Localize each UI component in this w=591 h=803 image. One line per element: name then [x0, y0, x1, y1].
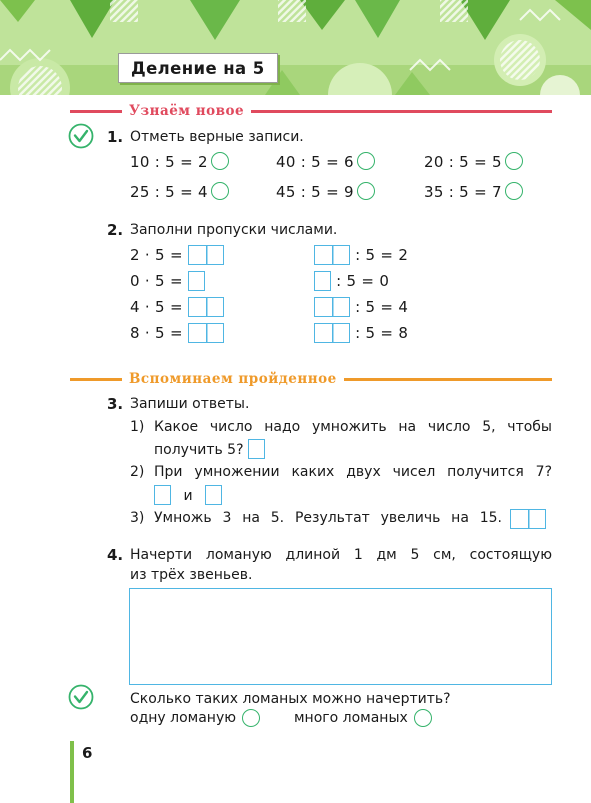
option-row	[130, 709, 260, 727]
answer-pair	[154, 486, 222, 506]
task-2-text: Заполни пропуски числами.	[130, 222, 338, 238]
section-heading-new	[70, 102, 552, 120]
answer-circle[interactable]	[357, 182, 375, 200]
answer-circle[interactable]	[505, 182, 523, 200]
question-text: Какое число надо умножить на число 5, чтобы	[154, 419, 552, 435]
answer-box[interactable]	[154, 485, 171, 505]
question-text-cont	[154, 440, 265, 460]
section-label: Узнаём новое	[122, 102, 251, 120]
task-3-text: Запиши ответы.	[130, 396, 250, 412]
question-text: При умножении каких двух чисел получится 7?	[154, 464, 552, 480]
answer-circle[interactable]	[211, 182, 229, 200]
question-number: 2)	[130, 464, 145, 480]
fill-row	[130, 271, 205, 292]
section-heading-review	[70, 370, 552, 388]
expression: 25 : 5 = 4	[130, 183, 208, 201]
expression-row	[130, 152, 229, 172]
fill-row	[314, 271, 389, 292]
answer-box[interactable]	[314, 245, 350, 265]
answer-circle[interactable]	[357, 152, 375, 170]
question-text: Умножь 3 на 5. Результат увеличь на 15.	[154, 510, 502, 526]
section-label: Вспоминаем пройденное	[122, 370, 344, 388]
task-number-4: 4.	[107, 546, 124, 564]
fill-row	[314, 323, 408, 344]
expression: 10 : 5 = 2	[130, 153, 208, 171]
expression: 8 · 5 =	[130, 324, 183, 342]
answer-circle[interactable]	[505, 152, 523, 170]
expression-row	[424, 152, 523, 172]
expression-row	[130, 182, 229, 202]
option-label: много ломаных	[294, 710, 408, 726]
expression: : 5 = 4	[355, 298, 409, 316]
expression-row	[276, 182, 375, 202]
task-number-2: 2.	[107, 221, 124, 239]
conjunction: и	[183, 488, 193, 504]
answer-box[interactable]	[205, 485, 222, 505]
fill-row	[314, 297, 408, 318]
answer-box-wrap	[510, 508, 546, 529]
answer-box[interactable]	[188, 323, 224, 343]
expression: : 5 = 2	[355, 246, 409, 264]
answer-box[interactable]	[248, 439, 265, 459]
task-number-3: 3.	[107, 395, 124, 413]
expression-row	[276, 152, 375, 172]
answer-circle[interactable]	[414, 709, 432, 727]
fill-row	[130, 245, 224, 266]
fill-row	[130, 323, 224, 344]
answer-box[interactable]	[314, 271, 331, 291]
decorative-pattern	[0, 0, 591, 95]
task-number-1: 1.	[107, 128, 124, 146]
answer-box[interactable]	[314, 297, 350, 317]
expression: : 5 = 0	[336, 272, 390, 290]
option-label: одну ломаную	[130, 710, 237, 726]
expression: 45 : 5 = 9	[276, 183, 354, 201]
fill-row	[314, 245, 408, 266]
page-number: 6	[82, 744, 93, 762]
expression: 20 : 5 = 5	[424, 153, 502, 171]
expression: 2 · 5 =	[130, 246, 183, 264]
task-4-question: Сколько таких ломаных можно начертить?	[130, 691, 451, 707]
answer-box[interactable]	[510, 509, 546, 529]
expression: 40 : 5 = 6	[276, 153, 354, 171]
question-number: 3)	[130, 510, 145, 526]
lesson-title: Деление на 5	[118, 53, 278, 83]
task-1-text: Отметь верные записи.	[130, 129, 304, 145]
task-4-text-cont: из трёх звеньев.	[130, 567, 253, 583]
page-marker	[70, 741, 74, 803]
expression: 0 · 5 =	[130, 272, 183, 290]
question-text: получить 5?	[154, 442, 244, 458]
answer-box[interactable]	[188, 271, 205, 291]
expression: 4 · 5 =	[130, 298, 183, 316]
question-number: 1)	[130, 419, 145, 435]
header-banner	[0, 0, 591, 95]
expression-row	[424, 182, 523, 202]
answer-box[interactable]	[188, 297, 224, 317]
answer-box[interactable]	[314, 323, 350, 343]
task-4-text: Начерти ломаную длиной 1 дм 5 см, состоящую	[130, 547, 552, 563]
answer-circle[interactable]	[211, 152, 229, 170]
expression: : 5 = 8	[355, 324, 409, 342]
check-icon	[68, 123, 94, 149]
expression: 35 : 5 = 7	[424, 183, 502, 201]
fill-row	[130, 297, 224, 318]
answer-circle[interactable]	[242, 709, 260, 727]
option-row	[294, 709, 432, 727]
check-icon	[68, 684, 94, 710]
answer-box[interactable]	[188, 245, 224, 265]
drawing-area[interactable]	[129, 588, 552, 685]
